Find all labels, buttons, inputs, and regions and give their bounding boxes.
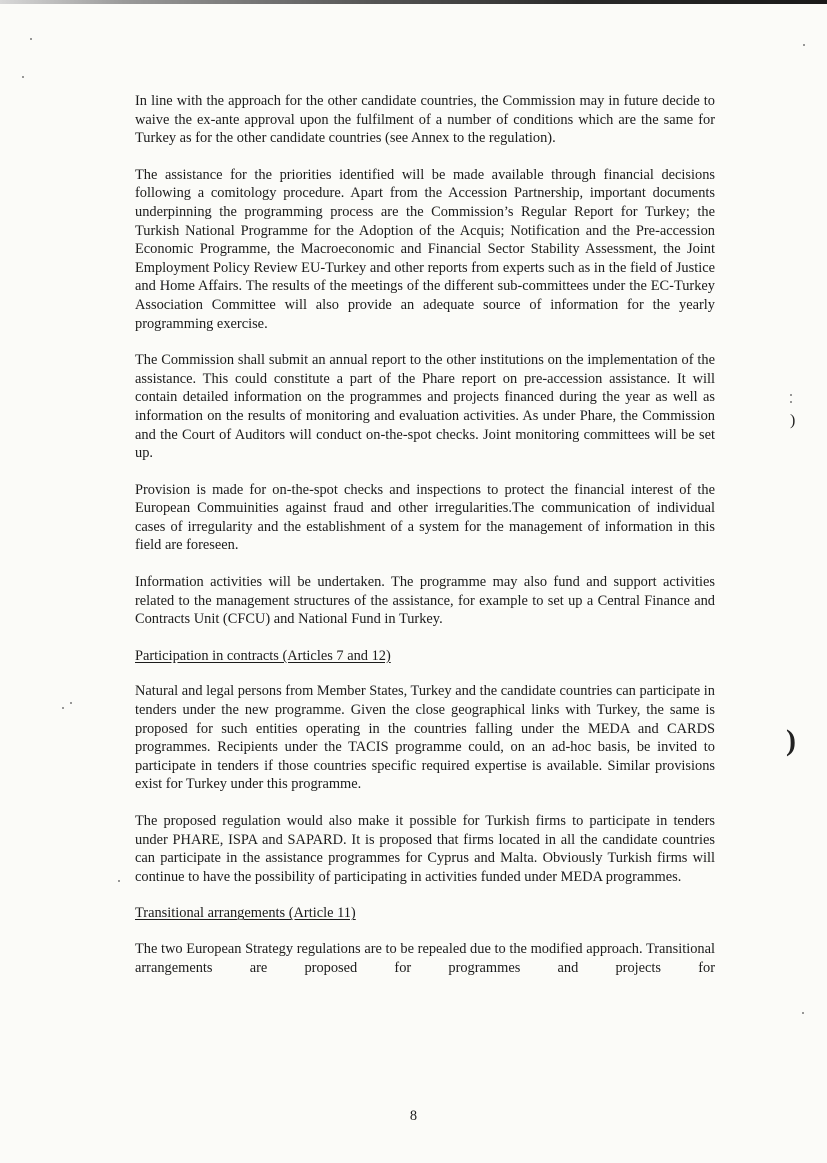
scan-bracket-mark: ) xyxy=(790,412,796,429)
body-paragraph: Natural and legal persons from Member States, Turkey and the candidate countries can participate in tenders under the new programme. Given the close geographical links with Turkey, the same is proposed for such entities operating in the countries falling under the MEDA and CARDS programmes. Recipients under the TACIS programme could, on an ad-hoc basis, be invited to participate in tenders if those countries specific required expertise is available. Similar provisions exist for Turkey under this programme. xyxy=(135,683,715,793)
body-paragraph: Information activities will be undertaken. The programme may also fund and support activities related to the management structures of the assistance, for example to set up a Central Finance and Contracts Unit (CFCU) and National Fund in Turkey. xyxy=(135,574,715,628)
section-heading-participation: Participation in contracts (Articles 7 and 12) xyxy=(135,647,391,664)
scan-speck xyxy=(62,707,64,709)
scan-speck xyxy=(802,1012,804,1014)
section-heading-transitional: Transitional arrangements (Article 11) xyxy=(135,905,356,922)
scan-speck xyxy=(790,401,792,403)
page-number: 8 xyxy=(409,1108,418,1124)
scan-speck xyxy=(790,394,792,396)
scan-speck xyxy=(803,44,805,46)
body-paragraph: The assistance for the priorities identified will be made available through financial decisions following a comitology procedure. Apart from the Accession Partnership, important documents underpinning the programming process are the Commission’s Regular Report for Turkey; the Turkish National Programme for the Adoption of the Acquis; Notification and the Pre-accession Economic Programme, the Macroeconomic and Financial Sector Stability Assessment, the Joint Employment Policy Review EU-Turkey and other reports from experts such as in the field of Justice and Home Affairs. The results of the meetings of the different sub-committees under the EC-Turkey Association Committee will also provide an adequate source of information for the yearly programming exercise. xyxy=(135,166,715,332)
scan-top-edge xyxy=(0,0,827,4)
body-paragraph: The two European Strategy regulations are to be repealed due to the modified approach. Transitional arrangements are proposed for programmes and projects for xyxy=(135,940,715,976)
body-paragraph: Provision is made for on-the-spot checks and inspections to protect the financial interest of the European Commuinities against fraud and other irregularities.The communication of individual cases of irregularity and the establishment of a system for the management of information in this field are foreseen. xyxy=(135,481,715,554)
scan-speck xyxy=(70,702,72,704)
scan-speck xyxy=(22,76,24,78)
body-paragraph: In line with the approach for the other candidate countries, the Commission may in future decide to waive the ex-ante approval upon the fulfilment of a number of conditions which are the same for Turkey as for the other candidate countries (see Annex to the regulation). xyxy=(135,93,715,147)
scan-speck xyxy=(118,880,120,882)
body-paragraph: The proposed regulation would also make it possible for Turkish firms to participate in tenders under PHARE, ISPA and SAPARD. It is proposed that firms located in all the candidate countries can participate in the assistance programmes for Cyprus and Malta. Obviously Turkish firms will continue to have the possibility of participating in activities funded under MEDA programmes. xyxy=(135,813,715,885)
scan-speck xyxy=(30,38,32,40)
body-paragraph: The Commission shall submit an annual report to the other institutions on the implementation of the assistance. This could constitute a part of the Phare report on pre-accession assistance. It will contain detailed information on the programmes and projects financed during the year as well as information on the results of monitoring and evaluation activities. As under Phare, the Commission and the Court of Auditors will conduct on-the-spot checks. Joint monitoring committees will be set up. xyxy=(135,352,715,462)
scan-blot-mark: ) xyxy=(786,724,796,757)
document-body xyxy=(135,92,715,995)
